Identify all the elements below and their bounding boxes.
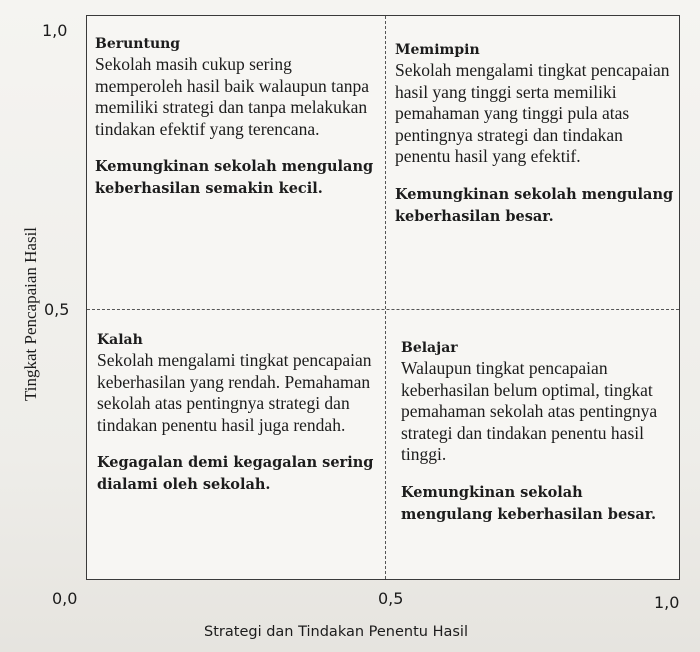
x-tick-1-0: 1,0 [654, 593, 680, 612]
quadrant-description: Sekolah mengalami tingkat pencapaian hasil yang tinggi serta memiliki pemahaman yang tinggi pula atas pentingnya strategi dan tindakan penentu hasil yang efektif. [395, 60, 670, 166]
quadrant-title: Kalah [97, 332, 143, 348]
quadrant-description: Walaupun tingkat pencapaian keberhasilan belum optimal, tingkat pemahaman sekolah atas pentingnya strategi dan tindakan penentu hasil tinggi. [401, 358, 658, 464]
y-tick-1-0: 1,0 [42, 21, 68, 40]
quadrant-title: Memimpin [395, 42, 480, 58]
quadrant-outcome: Kemungkinan sekolah mengulang keberhasilan besar. [401, 483, 657, 523]
x-axis-label: Strategi dan Tindakan Penentu Hasil [204, 624, 468, 640]
quadrant-outcome: Kegagalan demi kegagalan sering dialami oleh sekolah. [97, 454, 374, 493]
quadrant-beruntung [95, 34, 375, 200]
quadrant-kalah [97, 330, 377, 496]
quadrant-title: Beruntung [95, 36, 181, 52]
y-tick-0-5: 0,5 [44, 300, 70, 319]
y-axis-label: Tingkat Pencapaian Hasil [21, 226, 40, 402]
horizontal-divider [87, 309, 679, 310]
quadrant-description: Sekolah mengalami tingkat pencapaian keberhasilan yang rendah. Pemahaman sekolah atas pentingnya strategi dan tindakan penentu hasil juga rendah. [97, 350, 372, 435]
x-tick-0-5: 0,5 [378, 589, 404, 608]
quadrant-description: Sekolah masih cukup sering memperoleh hasil baik walaupun tanpa memiliki strategi dan tanpa melakukan tindakan efektif yang terencana. [95, 54, 370, 139]
x-tick-0-0: 0,0 [52, 589, 78, 608]
quadrant-title: Belajar [401, 340, 458, 356]
quadrant-belajar [401, 338, 673, 526]
quadrant-outcome: Kemungkinan sekolah mengulang keberhasilan semakin kecil. [95, 158, 374, 197]
quadrant-matrix [86, 15, 680, 580]
vertical-divider [385, 16, 386, 579]
quadrant-outcome: Kemungkinan sekolah mengulang keberhasilan besar. [395, 185, 674, 225]
quadrant-memimpin [395, 40, 675, 228]
